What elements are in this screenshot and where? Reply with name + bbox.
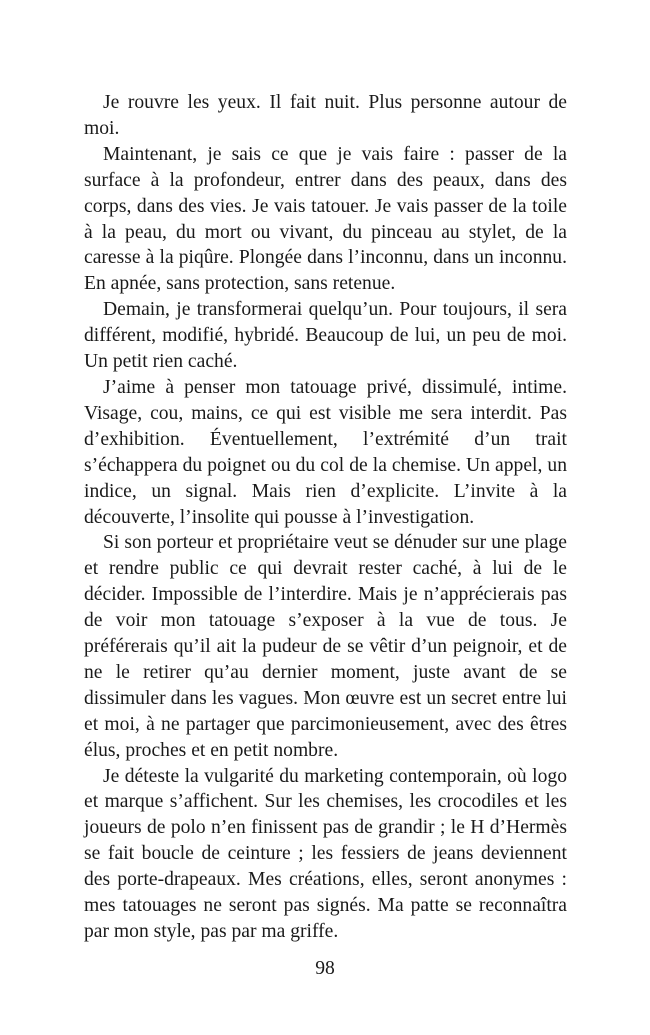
paragraph: Demain, je transformerai quelqu’un. Pour toujours, il sera différent, modifié, hybridé. Beaucoup de lui, un peu de moi. Un petit rien caché. — [84, 299, 567, 373]
paragraph: Si son porteur et propriétaire veut se dénuder sur une plage et rendre public ce qui devrait rester caché, à lui de le décider. Impossible de l’interdire. Mais je n’apprécierais pas de voir mon tatouage s’exposer à la vue de tous. Je préférerais qu’il ait la pudeur de se vêtir d’un peignoir, et de ne le retirer qu’au dernier moment, juste avant de se dissimuler dans les vagues. Mon œuvre est un secret entre lui et moi, à ne partager que parcimonieusement, avec des êtres élus, proches et en petit nombre. — [84, 532, 567, 761]
paragraph: J’aime à penser mon tatouage privé, dissimulé, intime. Visage, cou, mains, ce qui est visible me sera interdit. Pas d’exhibition. Éventuellement, l’extrémité d’un trait s’échappera du poignet ou du col de la chemise. Un appel, un indice, un signal. Mais rien d’explicite. L’invite à la découverte, l’insolite qui pousse à l’investigation. — [84, 376, 567, 528]
paragraph: Je rouvre les yeux. Il fait nuit. Plus personne autour de moi. — [84, 92, 567, 139]
page-number: 98 — [315, 958, 335, 979]
paragraph: Maintenant, je sais ce que je vais faire : passer de la surface à la profondeur, entrer dans des peaux, dans des corps, dans des vies. Je vais tatouer. Je vais passer de la toile à la peau, du mort ou vivant, du pinceau au stylet, de la caresse à la piqûre. Plongée dans l’inconnu, dans un inconnu. En apnée, sans protection, sans retenue. — [84, 143, 567, 295]
paragraph: Je déteste la vulgarité du marketing contemporain, où logo et marque s’affichent. Sur les chemises, les crocodiles et les joueurs de polo n’en finissent pas de grandir ; le H d’Hermès se fait boucle de ceinture ; les fessiers de jeans deviennent des porte-drapeaux. Mes créations, elles, seront anonymes : mes tatouages ne seront pas signés. Ma patte se reconnaîtra par mon style, pas par ma griffe. — [84, 765, 567, 942]
page-text-body — [84, 90, 567, 945]
